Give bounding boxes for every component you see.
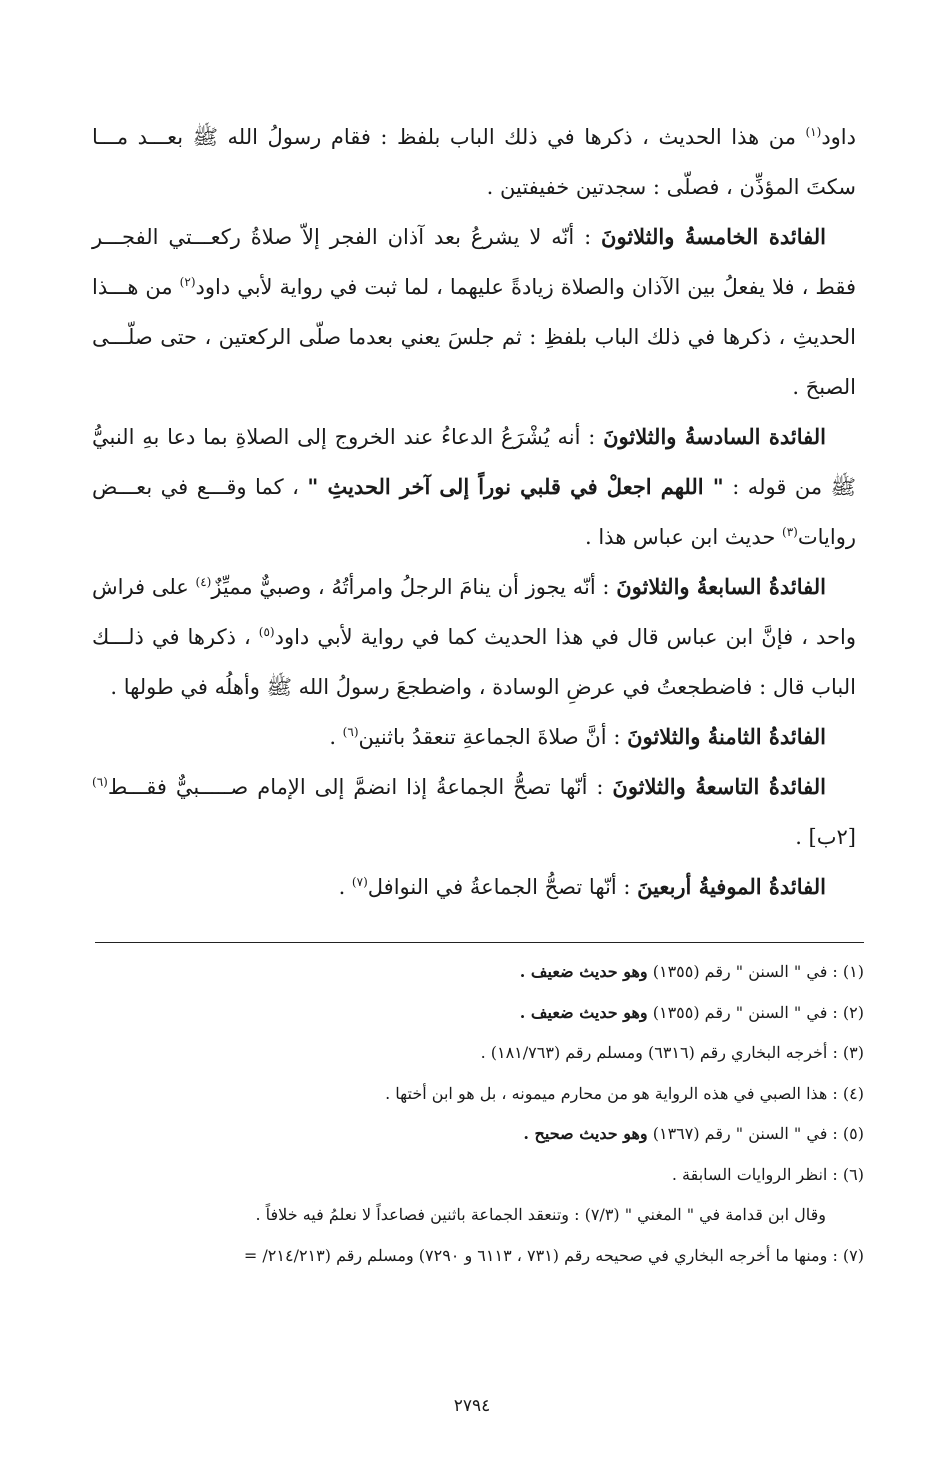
main-text xyxy=(92,112,856,912)
footnote-ref: (١) xyxy=(805,125,822,139)
paragraph-continuation xyxy=(92,112,856,212)
footnote-5 xyxy=(92,1114,864,1155)
text-segment: : أنّها تصحُّ الجماعةُ في النوافل xyxy=(367,875,638,899)
footnote-text: (٤) : هذا الصبي في هذه الرواية هو من محارم ميمونه ، بل هو ابن أختها . xyxy=(385,1083,864,1103)
text-segment: حديث ابن عباس هذا . xyxy=(585,525,783,549)
footnote-ref: (٧) xyxy=(351,875,368,889)
text-segment: من هـــذا الحديثِ ، ذكرها في ذلك الباب بلفظِ : ثم جلسَ يعني بعدما صلّى الركعتين ، حتى صلّـــى الصبحَ . xyxy=(92,275,856,399)
footnote-grading: وهو حديث ضعيف . xyxy=(519,962,648,981)
footnote-ref: (٤) xyxy=(195,575,212,589)
footnote-6 xyxy=(92,1155,864,1196)
paragraph-benefit-38 xyxy=(92,712,856,762)
page-number: ٢٧٩٤ xyxy=(453,1396,491,1416)
footnote-1 xyxy=(92,952,864,993)
footnote-ref: (٦) xyxy=(92,775,108,789)
footnote-ref: (٦) xyxy=(342,725,359,739)
footnote-text: (٢) : في " السنن " رقم (١٣٥٥) xyxy=(647,1002,864,1022)
footnotes xyxy=(92,952,864,1276)
benefit-heading: الفائدة السادسةُ والثلاثونَ xyxy=(603,424,826,449)
text-segment: ، كما وقـــع في بعـــض روايات xyxy=(92,475,856,549)
text-segment: : أنَّ صلاةَ الجماعةِ تنعقدُ باثنين xyxy=(358,725,628,749)
footnote-text: (٣) : أخرجه البخاري رقم (٦٣١٦) ومسلم رقم (١٨١/٧٦٣) . xyxy=(480,1043,864,1062)
footnote-4 xyxy=(92,1074,864,1115)
benefit-heading: الفائدةُ الثامنةُ والثلاثونَ xyxy=(627,724,826,749)
footnote-7 xyxy=(92,1236,864,1277)
paragraph-benefit-40 xyxy=(92,862,856,912)
benefit-heading: الفائدةُ السابعةُ والثلاثونَ xyxy=(616,574,827,599)
paragraph-benefit-35 xyxy=(92,212,856,412)
text-segment: . xyxy=(338,875,352,899)
footnote-text: (٧) : ومنها ما أخرجه البخاري في صحيحه رقم (٧٣١ ، ٦١١٣ و ٧٢٩٠) ومسلم رقم (٢١٤/٢١٣/ = xyxy=(243,1245,864,1265)
text-segment: من هذا الحديث ، ذكرها في ذلك الباب بلفظ : فقام رسولُ الله ﷺ بعـــد مـــا سكتَ المؤذِّن ، فصلّى : سجدتين خفيفتين . xyxy=(92,125,856,199)
footnote-grading: وهو حديث ضعيف . xyxy=(519,1002,648,1022)
text-segment: داود xyxy=(821,125,856,149)
benefit-heading: الفائدة الخامسةُ والثلاثونَ xyxy=(601,224,826,249)
text-segment: : أنّه لا يشرعُ بعد آذان الفجر إلاّ صلاةُ ركعـــتي الفجـــر فقط ، فلا يفعلُ بين الآذان والصلاة زيادةً عليهما ، لما ثبت في رواية لأبي داود xyxy=(92,225,856,299)
paragraph-benefit-36 xyxy=(92,412,856,562)
footnote-text: (٥) : في " السنن " رقم (١٣٦٧) xyxy=(647,1124,864,1143)
footnote-2 xyxy=(92,993,864,1034)
footnote-ref: (٥) xyxy=(258,625,275,639)
footnote-text: (١) : في " السنن " رقم (١٣٥٥) xyxy=(647,962,864,981)
hadith-quote: " اللهم اجعلْ في قلبي نوراً إلى آخر الحديثِ " xyxy=(307,474,724,499)
benefit-heading: الفائدةُ التاسعةُ والثلاثونَ xyxy=(612,774,826,799)
footnote-3 xyxy=(92,1033,864,1074)
footnote-grading: وهو حديث صحيح . xyxy=(523,1124,648,1143)
text-segment: : أنّها تصحُّ الجماعةُ إذا انضمَّ إلى الإمام صـــــبيٌّ فقـــط xyxy=(107,775,613,799)
paragraph-benefit-39 xyxy=(92,762,856,862)
text-segment: [٢ب] . xyxy=(795,825,856,849)
paragraph-benefit-37 xyxy=(92,562,856,712)
text-segment: ، ذكرها في ذلـــك الباب قال : فاضطجعتُ في عرضِ الوسادة ، واضطجعَ رسولُ الله ﷺ وأهلُه في طولها . xyxy=(92,625,856,699)
footnote-text: (٦) : انظر الروايات السابقة . xyxy=(671,1164,864,1184)
benefit-heading: الفائدةُ الموفيةُ أربعينَ xyxy=(637,874,826,899)
footnote-6-continuation xyxy=(92,1195,864,1236)
footnote-ref: (٣) xyxy=(782,525,798,539)
text-segment: على فراش واحد ، فإنَّ ابن عباس قال في هذا الحديث كما في رواية لأبي داود xyxy=(92,575,856,649)
text-segment: . xyxy=(329,725,343,749)
text-segment: : أنّه يجوز أن ينامَ الرجلُ وامرأتُهُ ، وصبيٌّ مميِّزٌ xyxy=(211,575,617,599)
footnote-ref: (٢) xyxy=(179,275,196,289)
footnote-text: وقال ابن قدامة في " المغني " (٧/٣) : وتنعقد الجماعة باثنين فصاعداً لا نعلمُ فيه خلافاً . xyxy=(255,1205,826,1224)
text-segment: : أنه يُشْرَعُ الدعاءُ عند الخروج إلى الصلاةِ بما دعا بهِ النبيُّ ﷺ من قوله : xyxy=(92,425,856,499)
footnote-divider xyxy=(95,942,864,943)
